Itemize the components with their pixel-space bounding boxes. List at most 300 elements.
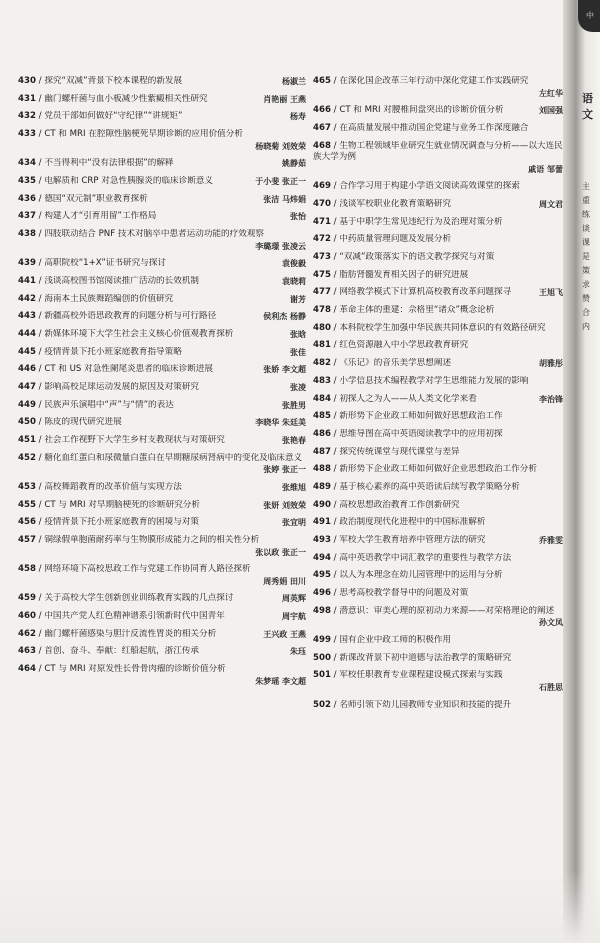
separator: / — [35, 535, 45, 545]
separator: / — [330, 76, 340, 86]
article-title: 以人为本理念在幼儿园管理中的运用与分析 — [339, 570, 503, 581]
separator: / — [330, 322, 340, 333]
toc-entry — [313, 535, 563, 547]
page-number: 445 — [18, 346, 36, 357]
toc-entry-line — [18, 535, 306, 547]
page-number: 466 — [313, 105, 331, 116]
page-number: 502 — [313, 699, 331, 710]
separator: / — [330, 588, 340, 599]
article-authors: 于小斐 张正一 — [255, 175, 306, 186]
page-number: 470 — [313, 198, 331, 209]
article-title: 网络环境下高校思政工作与党建工作协同育人路径探析 — [44, 564, 251, 575]
article-authors: 张宜明 — [282, 517, 306, 528]
separator: / — [35, 158, 45, 169]
toc-entry-line — [313, 123, 557, 135]
page-number: 496 — [313, 588, 331, 599]
separator: / — [35, 111, 45, 122]
toc-entry-line — [18, 94, 257, 106]
separator: / — [330, 634, 340, 645]
article-title: 浅谈军校职业化教育策略研究 — [339, 198, 452, 209]
page-number: 467 — [313, 122, 331, 133]
toc-entry-line — [313, 535, 533, 547]
article-title: 基于核心素养的高中英语读后续写教学策略分析 — [339, 481, 520, 492]
toc-left-column — [18, 76, 306, 693]
toc-entry — [18, 517, 306, 529]
article-authors: 袁俊毅 — [282, 258, 306, 269]
toc-entry — [18, 629, 306, 641]
article-authors: 杨寿 — [290, 111, 306, 122]
separator: / — [35, 499, 45, 510]
toc-entry — [18, 94, 306, 106]
separator: / — [330, 481, 340, 492]
article-authors: 张怡 — [290, 211, 306, 222]
article-authors: 戚语 邹蕾 — [528, 163, 563, 174]
toc-entry-line — [18, 311, 257, 323]
page-number: 491 — [313, 517, 331, 528]
article-authors: 杨晓菊 刘效荣 — [255, 140, 306, 151]
article-title: 军校大学生教育培养中管理方法的研究 — [339, 535, 486, 545]
page-number: 439 — [18, 258, 36, 269]
toc-entry — [18, 535, 306, 558]
toc-entry-line — [18, 176, 249, 188]
page-number: 501 — [313, 670, 331, 681]
next-page-snippet: 求 — [582, 280, 590, 289]
separator: / — [35, 481, 45, 492]
article-title: 关于高校大学生创新创业训练教育实践的几点探讨 — [44, 593, 234, 604]
separator: / — [330, 181, 340, 192]
page-number: 462 — [18, 628, 36, 639]
page-number: 443 — [18, 311, 36, 322]
page-number: 468 — [313, 140, 331, 151]
toc-entry — [18, 611, 306, 623]
separator: / — [35, 417, 45, 428]
toc-entry — [313, 340, 563, 352]
toc-entry — [313, 606, 563, 629]
article-title: 高职院校“1+X”证书研究与探讨 — [44, 258, 166, 269]
separator: / — [330, 252, 340, 262]
page-number: 451 — [18, 435, 36, 446]
separator: / — [35, 293, 45, 304]
toc-entry-line — [18, 347, 284, 359]
page-number: 487 — [313, 446, 331, 457]
toc-entry-line — [313, 270, 557, 282]
toc-entry-line — [313, 252, 557, 264]
article-title: 探究“双减”背景下校本课程的新发展 — [44, 76, 183, 86]
toc-entry — [18, 258, 306, 270]
separator: / — [330, 446, 340, 457]
article-authors: 李治锋 — [539, 393, 563, 404]
toc-entry — [18, 364, 306, 376]
next-page-snippet: 是 — [582, 252, 590, 261]
toc-entry-line — [18, 500, 257, 512]
separator: / — [35, 564, 45, 575]
next-page-text-snippets — [582, 180, 600, 334]
separator: / — [35, 258, 45, 269]
article-authors: 周秀娟 田川 — [263, 575, 306, 586]
separator: / — [330, 517, 340, 528]
toc-entry — [313, 517, 563, 529]
page-number: 437 — [18, 211, 36, 222]
separator: / — [35, 328, 45, 339]
article-authors: 乔雅雯 — [539, 535, 563, 545]
toc-entry-line — [18, 111, 284, 123]
page-number: 446 — [18, 364, 36, 375]
page-number: 456 — [18, 517, 36, 528]
toc-entry — [313, 76, 563, 99]
separator: / — [35, 628, 45, 639]
article-title: 潜意识：审美心理的原初动力来源——对荣格理论的阐述 — [339, 605, 555, 616]
toc-entry — [18, 276, 306, 288]
article-title: 电解质和 CRP 对急性胰腺炎的临床诊断意义 — [44, 175, 214, 186]
article-title: 新课改背景下初中道德与法治教学的策略研究 — [339, 652, 512, 663]
next-page-tab — [578, 0, 600, 32]
toc-entry-line — [18, 517, 276, 529]
toc-entry-line — [313, 394, 533, 406]
article-title: 幽门螺杆菌与血小板减少性紫癜相关性研究 — [44, 93, 208, 104]
page-number: 441 — [18, 275, 36, 286]
toc-entry-line — [18, 364, 257, 376]
toc-entry — [313, 105, 563, 117]
article-title: 高校舞蹈教育的改革价值与实现方法 — [44, 481, 182, 492]
separator: / — [35, 611, 45, 622]
toc-entry — [313, 252, 563, 264]
separator: / — [35, 193, 45, 204]
article-title: 革命主体的重建：佘格里“诸众”概念论析 — [339, 305, 495, 316]
page-number: 431 — [18, 93, 36, 104]
article-title: 生物工程领域毕业研究生就业情况调查与分析——以大连民族大学为例 — [313, 140, 563, 163]
separator: / — [35, 452, 45, 463]
article-title: 高中英语教学中词汇教学的重要性与教学方法 — [339, 552, 512, 563]
toc-entry — [18, 194, 306, 206]
next-page-snippet: 赞 — [582, 294, 590, 303]
toc-entry-line — [18, 276, 276, 288]
toc-entry — [313, 553, 563, 565]
article-title: 中药质量管理问题及发展分析 — [339, 234, 452, 245]
page-number: 490 — [313, 499, 331, 510]
page-number: 450 — [18, 417, 36, 428]
article-authors: 张维旭 — [282, 481, 306, 492]
page-number: 485 — [313, 411, 331, 422]
toc-entry-line — [18, 329, 284, 341]
page-number: 433 — [18, 129, 36, 140]
toc-entry — [18, 482, 306, 494]
page-number: 489 — [313, 481, 331, 492]
toc-entry-line — [313, 429, 557, 441]
toc-entry — [313, 376, 563, 388]
article-title: “双减”政策落实下的语文教学探究与对策 — [339, 252, 495, 262]
separator: / — [35, 517, 45, 528]
article-title: 政治制度现代化进程中的中国标准解析 — [339, 517, 486, 528]
article-authors: 李璐璟 张凌云 — [255, 240, 306, 251]
separator: / — [330, 305, 340, 316]
article-authors: 杨淑兰 — [282, 76, 306, 86]
article-title: 《乐记》的音乐美学思想阐述 — [339, 358, 452, 369]
toc-entry — [18, 435, 306, 447]
separator: / — [330, 535, 340, 545]
toc-entry — [313, 181, 563, 193]
page-number: 457 — [18, 535, 36, 545]
toc-entry-line — [313, 606, 563, 618]
article-authors: 谢芳 — [290, 293, 306, 304]
separator: / — [330, 287, 340, 298]
article-title: 高校思想政治教育工作创新研究 — [339, 499, 460, 510]
toc-entry-line — [18, 258, 276, 270]
article-authors: 朱珏 — [290, 646, 306, 657]
separator: / — [330, 411, 340, 422]
toc-entry-line — [313, 358, 533, 370]
article-title: 民族声乐演唱中“声”与“情”的表达 — [44, 399, 174, 410]
article-authors: 姚静茹 — [282, 158, 306, 169]
separator: / — [35, 93, 45, 104]
toc-entry-line — [18, 629, 257, 641]
toc-entry — [18, 176, 306, 188]
article-authors: 张艳春 — [282, 435, 306, 446]
page-number: 472 — [313, 234, 331, 245]
next-page-snippet: 策 — [582, 266, 590, 275]
toc-entry — [18, 111, 306, 123]
page-number: 493 — [313, 535, 331, 545]
separator: / — [35, 664, 45, 675]
page-number: 459 — [18, 593, 36, 604]
toc-entry — [18, 400, 306, 412]
toc-entry-line — [313, 553, 557, 565]
article-title: 基于中职学生常见违纪行为及治理对策分析 — [339, 216, 503, 227]
toc-entry — [18, 382, 306, 394]
toc-entry — [313, 670, 563, 693]
separator: / — [35, 399, 45, 410]
page-number: 436 — [18, 193, 36, 204]
article-authors: 肖艳丽 王燕 — [263, 93, 306, 104]
toc-entry — [313, 199, 563, 211]
toc-entry-line — [18, 194, 257, 206]
toc-entry-line — [18, 417, 249, 429]
toc-entry-line — [18, 76, 276, 88]
toc-entry-line — [18, 382, 284, 394]
toc-entry-line — [18, 593, 276, 605]
page-number: 488 — [313, 464, 331, 475]
article-title: 疫情背景下托小班家庭教育指导策略 — [44, 346, 182, 357]
article-authors: 朱梦瑶 李文超 — [255, 675, 306, 686]
separator: / — [35, 346, 45, 357]
page-number: 434 — [18, 158, 36, 169]
toc-entry — [313, 464, 563, 476]
toc-entry-line — [18, 482, 276, 494]
separator: / — [330, 499, 340, 510]
toc-entry-line — [313, 447, 557, 459]
toc-entry-line — [313, 653, 557, 665]
article-title: CT 和 MRI 在腔隙性脑梗死早期诊断的应用价值分析 — [44, 129, 243, 140]
toc-entry — [18, 129, 306, 152]
toc-entry — [18, 500, 306, 512]
separator: / — [330, 393, 340, 404]
article-authors: 周英辉 — [282, 593, 306, 604]
toc-entry — [313, 570, 563, 582]
toc-right-column — [313, 76, 563, 717]
toc-entry — [18, 453, 306, 476]
page-number: 430 — [18, 76, 36, 86]
page-number: 484 — [313, 393, 331, 404]
toc-entry — [313, 323, 563, 335]
toc-entry-line — [18, 211, 284, 223]
page-number: 460 — [18, 611, 36, 622]
separator: / — [330, 605, 340, 616]
separator: / — [330, 375, 340, 386]
toc-entry-line — [18, 229, 306, 241]
separator: / — [330, 234, 340, 245]
page-number: 482 — [313, 358, 331, 369]
toc-entry-line — [313, 570, 557, 582]
separator: / — [35, 382, 45, 392]
article-authors: 张凌 — [290, 382, 306, 392]
article-title: 合作学习用于构建小学语文阅读高效课堂的探索 — [339, 181, 520, 192]
toc-entry-line — [18, 646, 284, 658]
toc-entry-line — [313, 670, 563, 682]
article-title: 社会工作视野下大学生乡村支教现状与对策研究 — [44, 435, 225, 446]
toc-entry — [313, 234, 563, 246]
toc-entry-line — [313, 199, 533, 211]
article-authors: 袁晓莉 — [282, 275, 306, 286]
separator: / — [35, 435, 45, 446]
toc-entry — [313, 123, 563, 135]
next-page-snippet: 主 — [582, 182, 590, 191]
toc-entry — [313, 700, 563, 712]
article-title: 思维导图在高中英语阅读教学中的应用初探 — [339, 428, 503, 439]
toc-entry-line — [313, 217, 557, 229]
article-title: CT 和 MRI 对腰椎间盘突出的诊断价值分析 — [339, 105, 504, 116]
toc-entry-line — [313, 234, 557, 246]
toc-entry — [18, 417, 306, 429]
separator: / — [35, 593, 45, 604]
next-page-heading: 语文 — [582, 92, 593, 121]
page-number: 435 — [18, 175, 36, 186]
toc-entry — [313, 482, 563, 494]
article-title: 小学信息技术编程教学对学生思维能力发展的影响 — [339, 375, 529, 386]
separator: / — [35, 275, 45, 286]
toc-entry-line — [313, 76, 563, 88]
article-authors: 张娇 李文超 — [263, 364, 306, 375]
toc-entry — [313, 653, 563, 665]
article-title: 党员干部如何做好“守纪律”“讲规矩” — [44, 111, 183, 122]
article-title: 陈皮的现代研究进展 — [44, 417, 122, 428]
article-authors: 胡雅彤 — [539, 358, 563, 369]
article-authors: 刘国强 — [539, 105, 563, 116]
article-authors: 张以政 张正一 — [255, 546, 306, 557]
toc-entry — [18, 211, 306, 223]
article-title: 德国“双元制”职业教育探析 — [44, 193, 148, 204]
toc-entry-line — [313, 141, 563, 164]
article-authors: 张妍 刘效荣 — [263, 499, 306, 510]
article-authors: 孙文凤 — [539, 617, 563, 628]
toc-entry — [18, 646, 306, 658]
article-title: 影响高校足球运动发展的原因及对策研究 — [44, 382, 200, 392]
article-title: 海南本土民族舞蹈编创的价值研究 — [44, 293, 174, 304]
toc-entry — [313, 635, 563, 647]
toc-entry-line — [313, 517, 557, 529]
toc-entry — [313, 588, 563, 600]
article-title: 浅谈高校图书馆阅读推广活动的长效机制 — [44, 275, 200, 286]
toc-entry-line — [18, 294, 284, 306]
toc-entry-line — [18, 664, 306, 676]
article-title: 名师引领下幼儿园教师专业知识和技能的提升 — [339, 699, 512, 710]
article-title: 在高质量发展中推动国企党建与业务工作深度融合 — [339, 122, 529, 133]
article-title: 脂肪肾髓发育相关因子的研究进展 — [339, 269, 469, 280]
toc-entry — [18, 76, 306, 88]
article-title: 探究传统课堂与现代课堂与差异 — [339, 446, 460, 457]
toc-entry-line — [313, 323, 557, 335]
toc-entry-line — [313, 588, 557, 600]
toc-entry-line — [313, 635, 557, 647]
article-title: 构建人才“引育用留”工作格局 — [44, 211, 157, 222]
toc-entry — [313, 394, 563, 406]
article-title: 本科院校学生加强中华民族共同体意识的有效路径研究 — [339, 322, 546, 333]
page-number: 444 — [18, 328, 36, 339]
toc-entry-line — [313, 340, 557, 352]
article-title: 新媒体环境下大学生社会主义核心价值观教育探析 — [44, 328, 234, 339]
article-authors: 侯利杰 杨静 — [263, 311, 306, 322]
article-title: 国有企业中政工师的积极作用 — [339, 634, 452, 645]
toc-entry — [313, 141, 563, 176]
separator: / — [35, 311, 45, 322]
toc-entry-line — [18, 435, 276, 447]
toc-entry-line — [313, 464, 557, 476]
separator: / — [330, 464, 340, 475]
toc-entry-line — [313, 482, 557, 494]
page-number: 498 — [313, 605, 331, 616]
article-title: 军校任职教育专业课程建设模式探索与实践 — [339, 670, 503, 681]
article-authors: 左红华 — [539, 87, 563, 98]
article-authors: 张胜男 — [282, 399, 306, 410]
toc-entry — [18, 664, 306, 687]
article-title: 幽门螺杆菌感染与胆汁反流性胃炎的相关分析 — [44, 628, 217, 639]
page-number: 475 — [313, 269, 331, 280]
page-number: 495 — [313, 570, 331, 581]
article-authors: 张洁 马炜娟 — [263, 193, 306, 204]
toc-entry-line — [313, 411, 557, 423]
separator: / — [35, 175, 45, 186]
toc-entry — [18, 311, 306, 323]
page-number: 453 — [18, 481, 36, 492]
article-title: CT 和 US 对急性阑尾炎患者的临床诊断进展 — [44, 364, 214, 375]
article-title: 中国共产党人红色精神谱系引领新时代中国青年 — [44, 611, 225, 622]
page-number: 483 — [313, 375, 331, 386]
toc-entry-line — [18, 158, 276, 170]
toc-entry-line — [313, 700, 557, 712]
separator: / — [35, 211, 45, 222]
page-number: 432 — [18, 111, 36, 122]
toc-entry-line — [313, 305, 557, 317]
page-number: 481 — [313, 340, 331, 351]
page-number: 438 — [18, 229, 36, 239]
toc-entry — [18, 593, 306, 605]
toc-entry — [313, 411, 563, 423]
bottom-fade — [0, 870, 600, 943]
article-title: 新疆高校外语思政教育的问题分析与可行路径 — [44, 311, 217, 322]
article-authors: 石胜思 — [539, 681, 563, 692]
toc-entry — [313, 500, 563, 512]
page-number: 452 — [18, 452, 36, 463]
article-authors: 王旭飞 — [539, 287, 563, 298]
separator: / — [330, 428, 340, 439]
toc-entry — [313, 287, 563, 299]
toc-entry-line — [18, 611, 276, 623]
toc-entry-line — [313, 376, 557, 388]
article-title: 红色资源融入中小学思政教育研究 — [339, 340, 469, 351]
separator: / — [330, 122, 340, 133]
article-title: 初探人之为人——从人类文化学来看 — [339, 393, 477, 404]
page-number: 499 — [313, 634, 331, 645]
article-title: 网络教学模式下计算机高校教育改革问题探寻 — [339, 287, 512, 298]
page-number: 471 — [313, 216, 331, 227]
